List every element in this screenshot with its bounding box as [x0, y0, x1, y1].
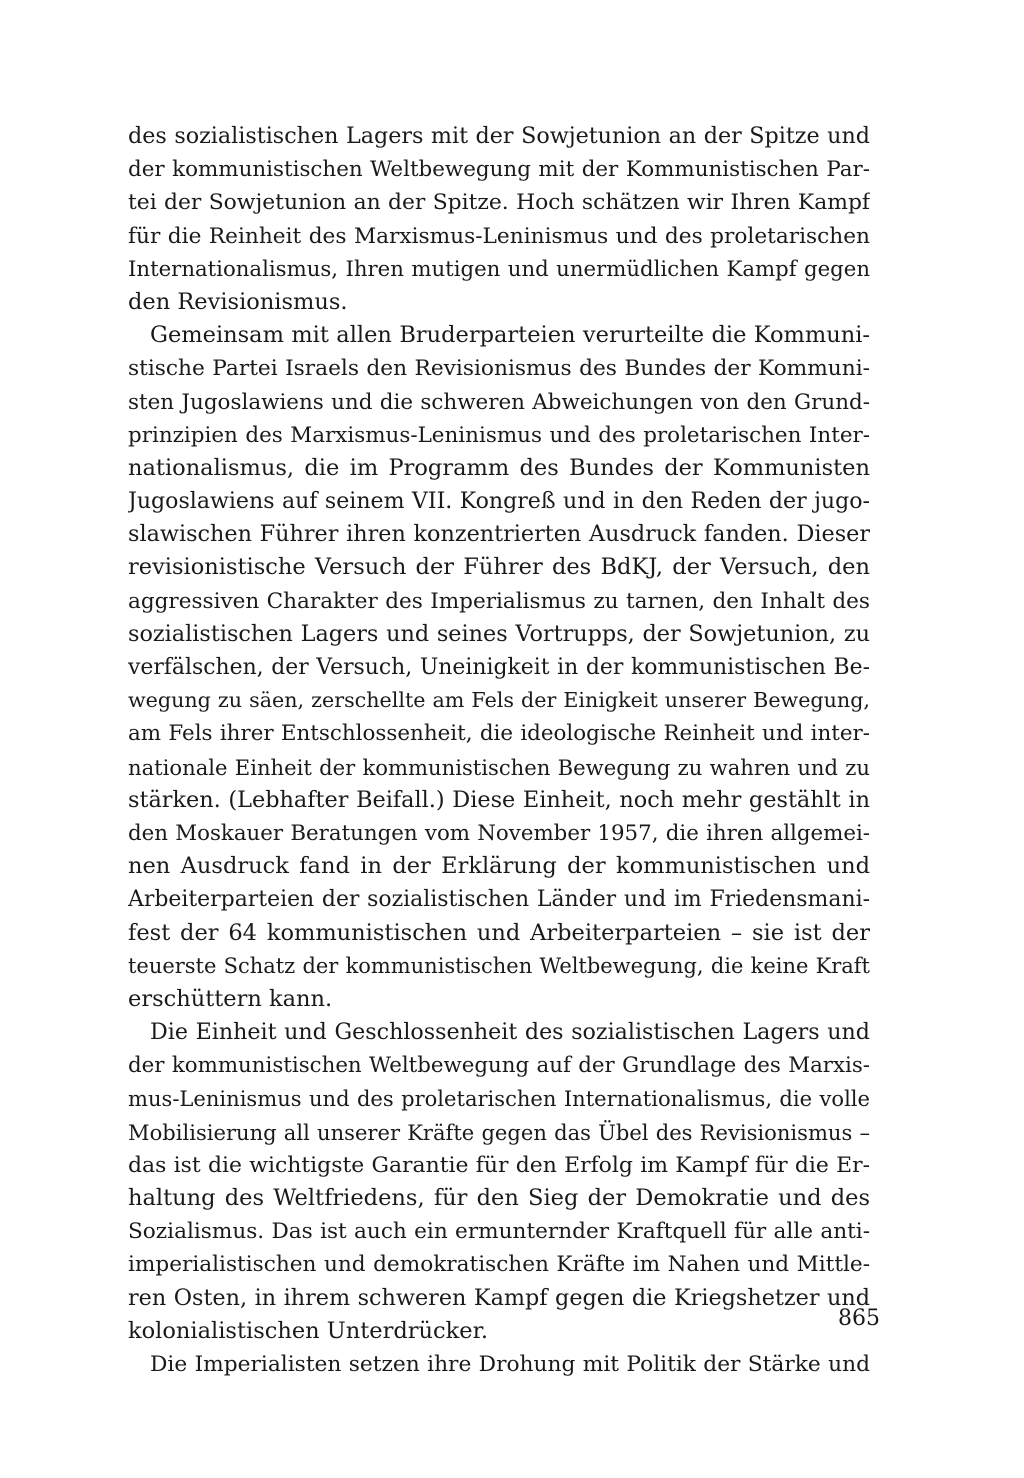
text-line: nationale Einheit der kommunistischen Bewegung zu wahren und zu [128, 754, 870, 780]
text-line: Jugoslawiens auf seinem VII. Kongreß und in den Reden der jugo- [128, 489, 870, 515]
text-line: sten Jugoslawiens und die schweren Abweichungen von den Grund- [128, 389, 870, 415]
text-line: imperialistischen und demokratischen Kräfte im Nahen und Mittle- [128, 1252, 870, 1278]
text-line: für die Reinheit des Marxismus-Leninismus und des proletarischen [128, 223, 870, 249]
text-line: stische Partei Israels den Revisionismus des Bundes der Kommuni- [128, 356, 870, 382]
text-line: der kommunistischen Weltbewegung auf der Grundlage des Marxis- [128, 1053, 870, 1079]
text-line: ren Osten, in ihrem schweren Kampf gegen die Kriegshetzer und [128, 1284, 870, 1311]
text-line: aggressiven Charakter des Imperialismus zu tarnen, den Inhalt des [128, 588, 870, 614]
text-line: Sozialismus. Das ist auch ein ermunternder Kraftquell für alle anti- [128, 1219, 870, 1245]
text-line: nationalismus, die im Programm des Bundes der Kommunisten [128, 454, 870, 481]
text-line: slawischen Führer ihren konzentrierten Ausdruck fanden. Dieser [128, 521, 870, 548]
text-line: Die Einheit und Geschlossenheit des sozialistischen Lagers und [150, 1019, 870, 1046]
text-line: am Fels ihrer Entschlossenheit, die ideologische Reinheit und inter- [128, 721, 870, 747]
text-line: das ist die wichtigste Garantie für den Erfolg im Kampf für die Er- [128, 1152, 870, 1178]
text-line: sozialistischen Lagers und seines Vortrupps, der Sowjetunion, zu [128, 620, 870, 647]
text-line: stärken. (Lebhafter Beifall.) Diese Einheit, noch mehr gestählt in [128, 786, 870, 813]
text-line: den Moskauer Beratungen vom November 1957, die ihren allgemei- [128, 820, 870, 846]
text-line: Gemeinsam mit allen Bruderparteien verurteilte die Kommuni- [150, 322, 870, 349]
text-line: kolonialistischen Unterdrücker. [128, 1317, 488, 1344]
text-line: erschüttern kann. [128, 985, 333, 1012]
text-line: nen Ausdruck fand in der Erklärung der kommunistischen und [128, 853, 870, 880]
page-number: 865 [838, 1306, 880, 1331]
text-line: haltung des Weltfriedens, für den Sieg der Demokratie und des [128, 1185, 870, 1211]
text-line: Mobilisierung all unserer Kräfte gegen das Übel des Revisionismus – [128, 1119, 870, 1145]
text-line: wegung zu säen, zerschellte am Fels der Einigkeit unserer Bewegung, [128, 688, 870, 713]
body-text [128, 120, 870, 1381]
text-line: der kommunistischen Weltbewegung mit der Kommunistischen Par- [128, 157, 870, 183]
text-line: den Revisionismus. [128, 288, 348, 315]
text-line: prinzipien des Marxismus-Leninismus und des proletarischen Inter- [128, 422, 870, 448]
text-line: mus-Leninismus und des proletarischen Internationalismus, die volle [128, 1086, 870, 1112]
text-line: des sozialistischen Lagers mit der Sowjetunion an der Spitze und [128, 123, 870, 149]
text-line: teuerste Schatz der kommunistischen Weltbewegung, die keine Kraft [128, 953, 870, 978]
text-line: tei der Sowjetunion an der Spitze. Hoch schätzen wir Ihren Kampf [128, 190, 870, 216]
text-line: verfälschen, der Versuch, Uneinigkeit in der kommunistischen Be- [128, 655, 870, 680]
text-line: revisionistische Versuch der Führer des BdKJ, der Versuch, den [128, 554, 870, 581]
text-line: Internationalismus, Ihren mutigen und unermüdlichen Kampf gegen [128, 256, 870, 282]
text-line: Die Imperialisten setzen ihre Drohung mit Politik der Stärke und [150, 1351, 870, 1377]
text-line: fest der 64 kommunistischen und Arbeiterparteien – sie ist der [128, 919, 870, 946]
text-line: Arbeiterparteien der sozialistischen Länder und im Friedensmani- [128, 887, 870, 913]
